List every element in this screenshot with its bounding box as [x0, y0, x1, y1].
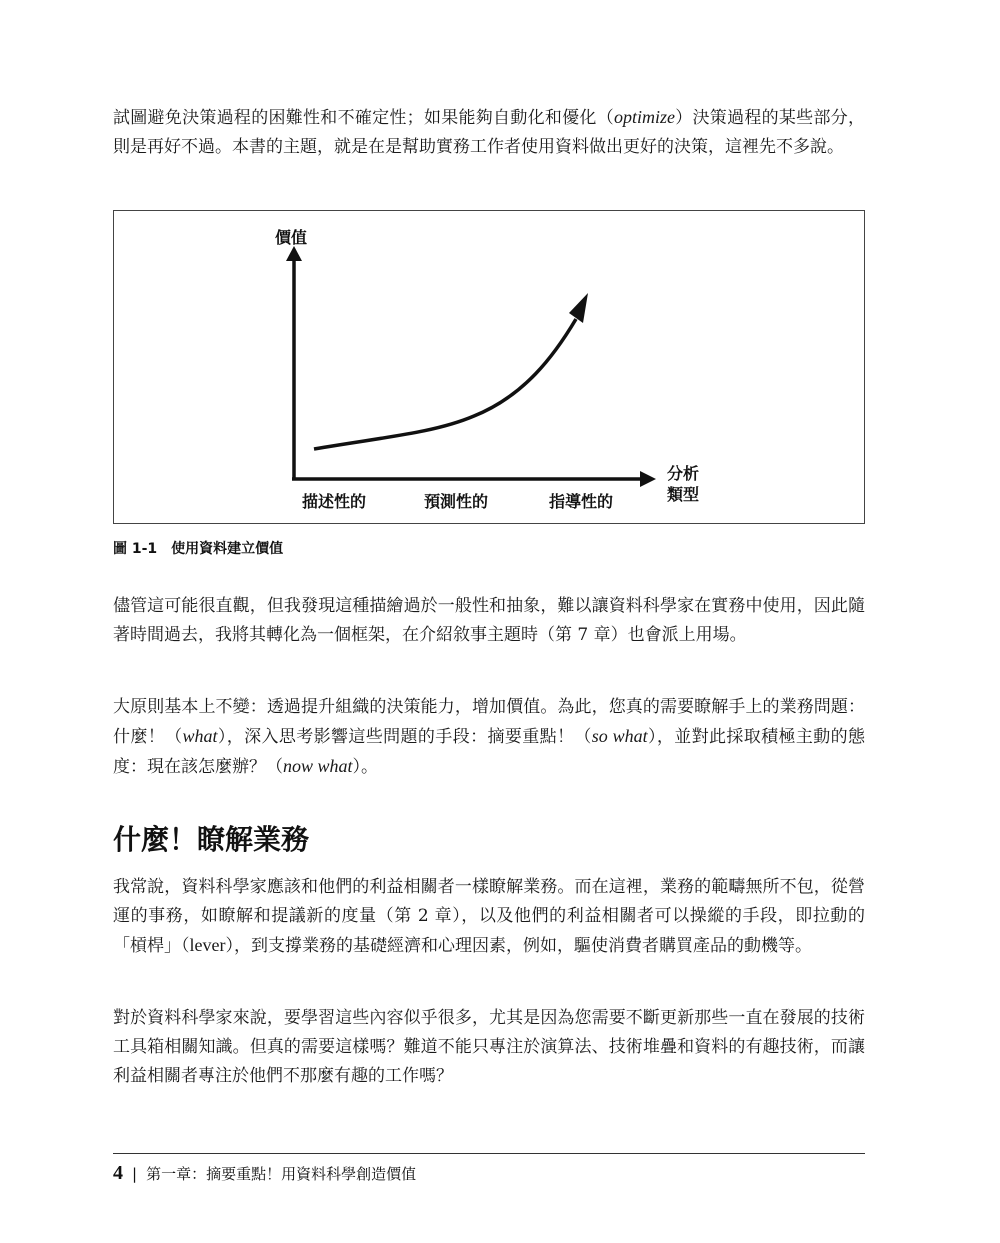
text-run: ）。: [352, 757, 379, 777]
italic-term: optimize: [613, 107, 675, 127]
value-curve: [314, 319, 576, 449]
figure-value-chart: [113, 210, 865, 524]
paragraph-principle: [113, 693, 865, 782]
figure-graphic: [114, 211, 864, 523]
category-prescriptive: 指導性的: [549, 492, 614, 511]
text-run: ），到支撐業務的基礎經濟和心理因素，例如，驅使消費者購買產品的動機等。: [225, 936, 812, 956]
italic-term: so what: [591, 726, 648, 746]
text-run: 儘管這可能很直觀，但我發現這種描繪過於一般性和抽象，難以讓資料科學家在實務中使用，因此隨著時間過去，我將其轉化為一個框架，在介紹敘事主題時（第 7 章）也會派上用場。: [113, 596, 865, 645]
text-run: ）決策過程的某些部分，則是再好不過。本書的主題，就是在是幫助實務工作者使用資料做出更好的決策，這裡先不多說。: [113, 108, 866, 157]
footer-divider: [113, 1153, 865, 1154]
text-run: ），並對此採取積極主動的態度：現在該怎麼辦？（: [113, 727, 866, 777]
section-heading: 什麼！瞭解業務: [113, 823, 310, 856]
text-run: ），深入思考影響這些問題的手段：摘要重點！（: [217, 727, 592, 747]
chapter-title: 第一章：摘要重點！用資料科學創造價值: [146, 1165, 417, 1183]
paragraph-learning: [113, 1004, 865, 1091]
page-number: 4: [113, 1162, 123, 1184]
text-run: 對於資料科學家來說，要學習這些內容似乎很多，尤其是因為您需要不斷更新那些一直在發展的技術工具箱相關知識。但真的需要這樣嗎？難道不能只專注於演算法、技術堆疊和資料的有趣技術，而讓利益相關者專注於他們不那麼有趣的工作嗎？: [113, 1008, 865, 1086]
x-axis-label-line2: 類型: [667, 485, 700, 504]
latin-term: lever: [189, 935, 226, 955]
footer-separator: |: [132, 1164, 138, 1183]
caption-number: 圖 1-1: [113, 541, 158, 557]
y-axis-arrowhead: [286, 246, 302, 261]
text-run: 我常說，資料科學家應該和他們的利益相關者一樣瞭解業務。而在這裡，業務的範疇無所不包，從營運的事務，如瞭解和提議新的度量（第 2 章），以及他們的利益相關者可以操縱的手段，即拉動的「槓桿」（: [113, 877, 865, 956]
value-curve-arrowhead: [569, 293, 588, 323]
x-axis-arrowhead: [640, 471, 656, 487]
y-axis-label: 價值: [275, 228, 308, 247]
x-axis-label-line1: 分析: [667, 464, 700, 483]
caption-text: 使用資料建立價值: [171, 541, 284, 557]
italic-term: now what: [283, 756, 353, 776]
category-descriptive: 描述性的: [302, 492, 367, 511]
paragraph-framework: [113, 592, 865, 650]
paragraph-intro: [113, 103, 865, 162]
text-run: 大原則基本上不變：透過提升組織的決策能力，增加價值。為此，您真的需要瞭解手上的業務問題：什麼！（: [113, 697, 865, 747]
text-run: 試圖避免決策過程的困難性和不確定性；如果能夠自動化和優化（: [113, 108, 614, 128]
category-predictive: 預測性的: [424, 492, 489, 511]
italic-term: what: [182, 726, 218, 746]
page-footer: [113, 1162, 416, 1185]
figure-caption: [113, 538, 283, 558]
paragraph-business: [113, 873, 865, 961]
